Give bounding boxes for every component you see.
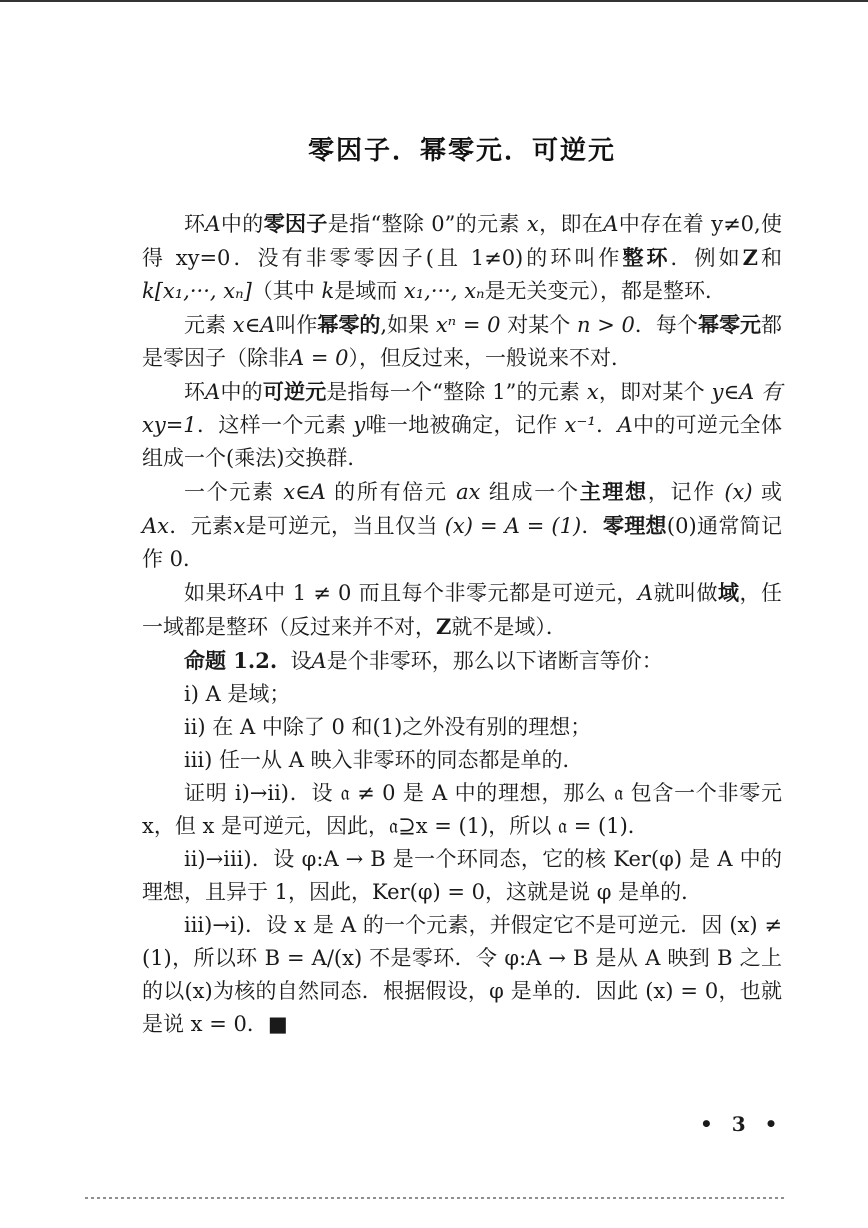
paragraph-field: 如果环A中 1 ≠ 0 而且每个非零元都是可逆元，A就叫做域，任一域都是整环（反过来并不对，Z就不是域）． (142, 580, 783, 639)
proof-step-1: 证明 i)→ii)．设 𝔞 ≠ 0 是 A 中的理想，那么 𝔞 包含一个非零元 x，但 x 是可逆元，因此，𝔞⊇x = (1)，所以 𝔞 = (1)． (142, 781, 782, 838)
page-number: • 3 • (700, 1112, 784, 1136)
section-title: 零因子．幂零元．可逆元 (307, 136, 616, 166)
paragraph-nilpotent: 元素 x∈A叫作幂零的,如果 xⁿ = 0 对某个 n > 0．每个幂零元都是零因子（除非A = 0），但反过来，一般说来不对． (142, 312, 783, 370)
proposition-item-3: iii) 任一从 A 映入非零环的同态都是单的． (184, 748, 584, 772)
proposition-item-2: ii) 在 A 中除了 0 和(1)之外没有别的理想； (184, 715, 592, 739)
proposition-statement: 命题 1.2. 设A是个非零环，那么以下诸断言等价： (184, 648, 663, 673)
page-body (142, 130, 782, 1041)
proposition-item-1: i) A 是域； (184, 682, 291, 706)
proposition-label: 命题 1.2. (184, 648, 278, 673)
proof-step-3: iii)→i)．设 x 是 A 的一个元素，并假定它不是可逆元．因 (x) ≠ (1)，所以环 B = A/(x) 不是零环．令 φ:A → B 是从 A 映到 B 之上的以(x)为核的自然同态．根据假设，φ 是单的．因此 (x) = 0，也就是说 x = 0．■ (142, 913, 782, 1036)
paragraph-zero-divisor: 环A中的零因子是指“整除 0”的元素 x，即在A中存在着 y≠0,使得 xy=0．没有非零零因子(且 1≠0)的环叫作整环．例如Z和 k[x₁,···, xₙ]（其中 k是域而 x₁,···, xₙ是无关变元），都是整环． (142, 211, 783, 303)
paragraph-unit: 环A中的可逆元是指每一个“整除 1”的元素 x，即对某个 y∈A 有 xy=1．这样一个元素 y唯一地被确定，记作 x⁻¹．A中的可逆元全体组成一个(乘法)交换群． (142, 379, 783, 470)
paragraph-principal-ideal: 一个元素 x∈A 的所有倍元 ax 组成一个主理想，记作 (x) 或 Ax．元素x是可逆元，当且仅当 (x) = A = (1)．零理想(0)通常简记作 0． (142, 479, 783, 571)
top-border-line (0, 0, 868, 2)
proof-step-2: ii)→iii)．设 φ:A → B 是一个环同态，它的核 Ker(φ) 是 A 中的理想，且异于 1，因此，Ker(φ) = 0，这就是说 φ 是单的． (142, 847, 782, 904)
bottom-scan-line (85, 1197, 785, 1199)
